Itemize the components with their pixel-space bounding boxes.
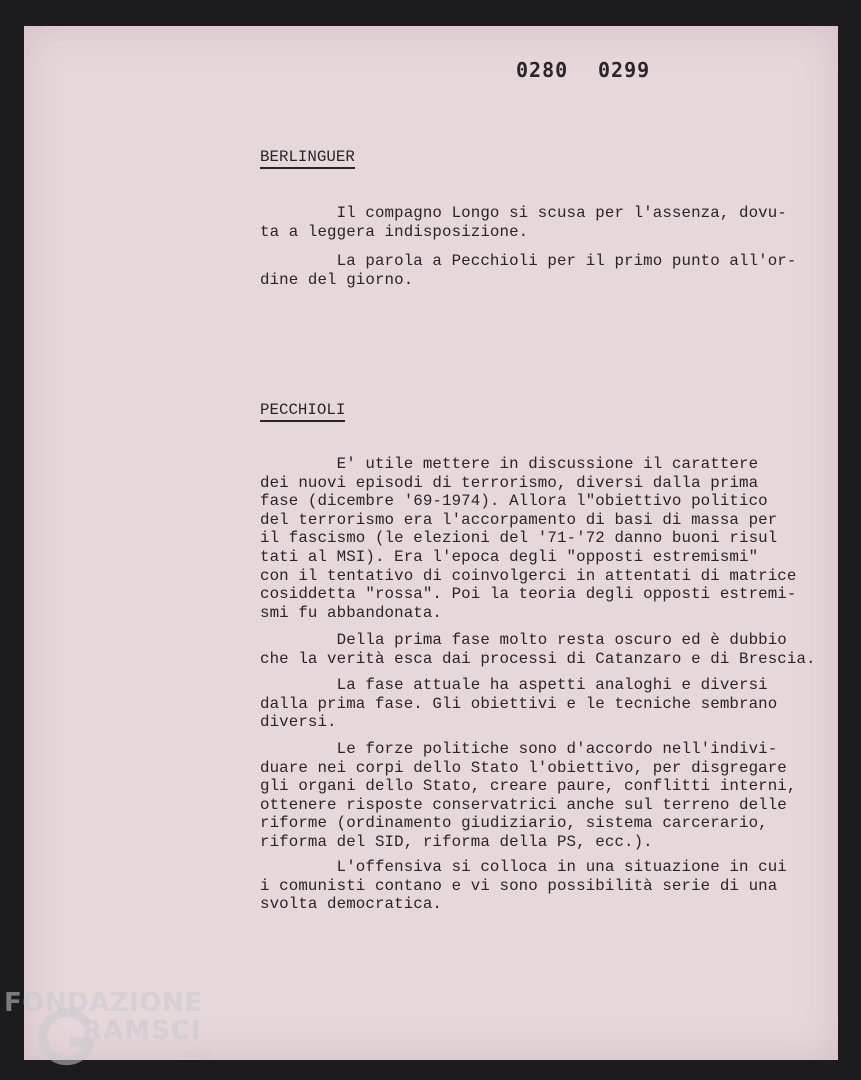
fondazione-gramsci-watermark [4, 986, 224, 1080]
speaker-heading-pecchioli: PECCHIOLI [260, 401, 345, 422]
watermark-line-1: FONDAZIONE [4, 988, 203, 1018]
paragraph: Della prima fase molto resta oscuro ed è dubbio che la verità esca dai processi di Catanzaro e di Brescia. [260, 631, 816, 668]
archive-number-right: 0299 [598, 58, 651, 82]
paragraph: La parola a Pecchioli per il primo punto all'or- dine del giorno. [260, 252, 797, 289]
watermark-line-3: onlus [180, 1046, 213, 1060]
paragraph: Il compagno Longo si scusa per l'assenza, dovu- ta a leggera indisposizione. [260, 204, 787, 241]
paragraph: Le forze politiche sono d'accordo nell'indivi- duare nei corpi dello Stato l'obiettivo, per disgregare gli organi dello Stato, creare paure, conflitti interni, ottenere risposte conservatrici anche sul terreno delle riforme (ordinamento giudiziario, sistema carcerario, riforma del SID, riforma della PS, ecc.). [260, 740, 797, 851]
paragraph: E' utile mettere in discussione il carattere dei nuovi episodi di terrorismo, diversi dalla prima fase (dicembre '69-1974). Allora l"obiettivo politico del terrorismo era l'accorpamento di basi di massa per il fascismo (le elezioni del '71-'72 danno buoni risul tati al MSI). Era l'epoca degli "opposti estremismi" con il tentativo di coinvolgerci in attentati di matrice cosiddetta "rossa". Poi la teoria degli opposti estremi- smi fu abbandonata. [260, 455, 797, 622]
archive-number-left: 0280 [516, 58, 569, 82]
paragraph: La fase attuale ha aspetti analoghi e diversi dalla prima fase. Gli obiettivi e le tecniche sembrano diversi. [260, 676, 778, 732]
paragraph: L'offensiva si colloca in una situazione in cui i comunisti contano e vi sono possibilità serie di una svolta democratica. [260, 858, 787, 914]
speaker-heading-berlinguer: BERLINGUER [260, 148, 355, 169]
watermark-line-2: RAMSCI [82, 1016, 202, 1046]
